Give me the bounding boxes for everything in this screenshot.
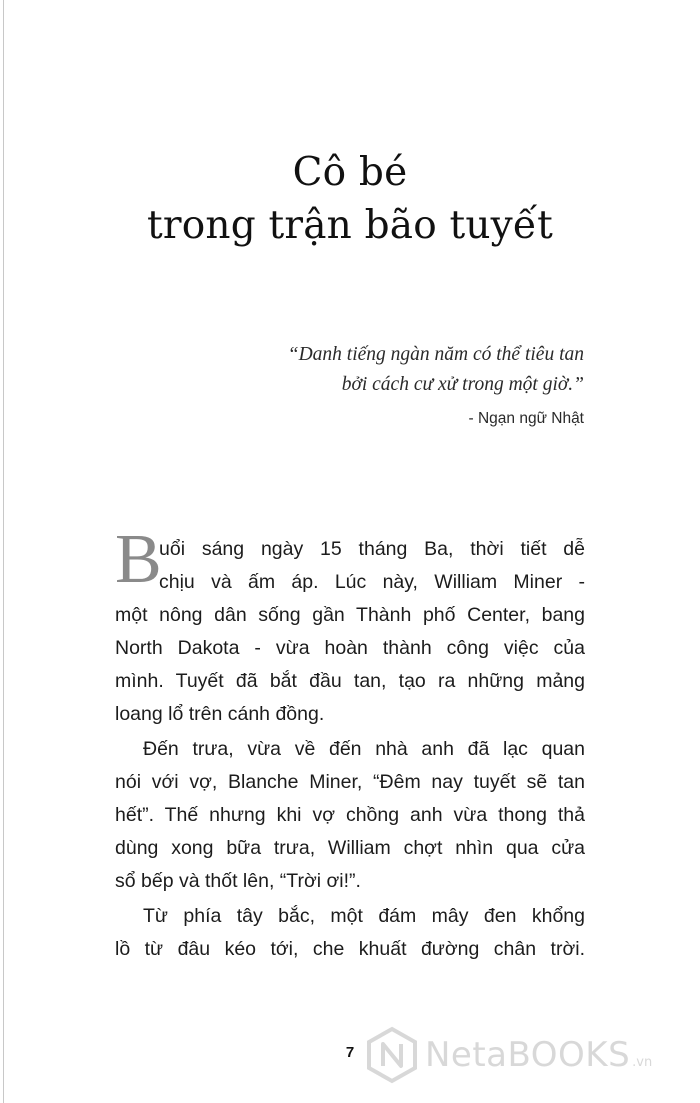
- watermark: [365, 1025, 652, 1085]
- netabooks-logo-icon: [365, 1026, 419, 1084]
- watermark-domain: .vn: [632, 1054, 653, 1070]
- epigraph-attribution: - Ngạn ngữ Nhật: [468, 410, 584, 427]
- watermark-brand: NetaBOOKS: [425, 1035, 631, 1075]
- drop-cap: B: [115, 521, 162, 598]
- paragraph-2-line: dùng xong bữa trưa, William chợt nhìn qua cửa: [115, 837, 585, 859]
- paragraph-3-line: lồ từ đâu kéo tới, che khuất đường chân trời.: [115, 938, 585, 960]
- paragraph-2-line: Đến trưa, vừa về đến nhà anh đã lạc quan: [143, 738, 585, 760]
- paragraph-1-line: một nông dân sống gần Thành phố Center, bang: [115, 604, 585, 626]
- epigraph-line-1: “Danh tiếng ngàn năm có thể tiêu tan: [287, 344, 584, 365]
- paragraph-3-line: Từ phía tây bắc, một đám mây đen khổng: [143, 905, 585, 927]
- paragraph-1-line: mình. Tuyết đã bắt đầu tan, tạo ra những mảng: [115, 670, 585, 692]
- chapter-title-line-1: Cô bé: [292, 150, 408, 195]
- paragraph-1-line: uổi sáng ngày 15 tháng Ba, thời tiết dễ: [159, 538, 585, 560]
- paragraph-1-line: loang lổ trên cánh đồng.: [115, 703, 325, 725]
- paragraph-2-line: hết”. Thế nhưng khi vợ chồng anh vừa thong thả: [115, 804, 585, 826]
- paragraph-1-line: chịu và ấm áp. Lúc này, William Miner -: [159, 571, 585, 593]
- paragraph-2-line: nói với vợ, Blanche Miner, “Đêm nay tuyết sẽ tan: [115, 771, 585, 793]
- page-number: 7: [345, 1044, 355, 1061]
- epigraph-line-2: bởi cách cư xử trong một giờ.”: [341, 374, 584, 395]
- paragraph-2-line: sổ bếp và thốt lên, “Trời ơi!”.: [115, 870, 361, 892]
- paragraph-1-line: North Dakota - vừa hoàn thành công việc của: [115, 637, 585, 659]
- chapter-title-line-2: trong trận bão tuyết: [147, 203, 553, 248]
